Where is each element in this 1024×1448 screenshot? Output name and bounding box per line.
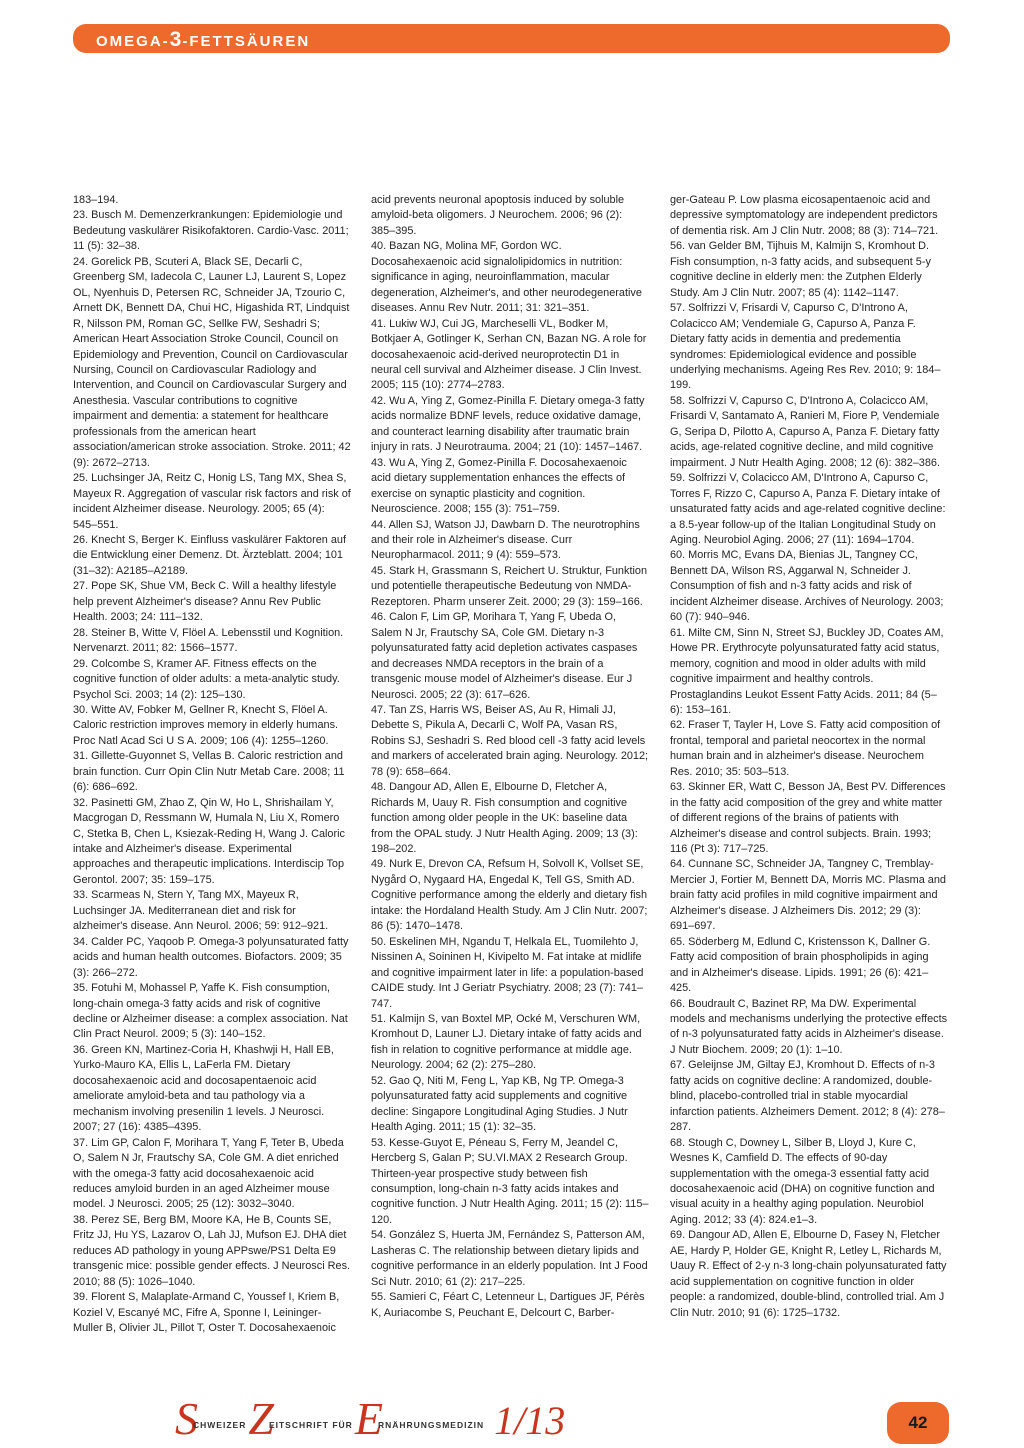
reference-entry: 65. Söderberg M, Edlund C, Kristensson K, Dallner G. Fatty acid composition of brain phospholipids in aging and in Alzheimer's disease. Lipids. 1991; 26 (6): 421–425. — [670, 935, 931, 995]
reference-entry: 26. Knecht S, Berger K. Einfluss vaskulärer Faktoren auf die Entwicklung einer Demenz. Dt. Ärzteblatt. 2004; 101 (31–32): A2185–A2189. — [73, 533, 347, 577]
reference-entry: 25. Luchsinger JA, Reitz C, Honig LS, Tang MX, Shea S, Mayeux R. Aggregation of vascular risk factors and risk of incident Alzheimer disease. Neurology. 2005; 65 (4): 545–551. — [73, 472, 351, 531]
reference-entry: 53. Kesse-Guyot E, Péneau S, Ferry M, Jeandel C, Hercberg S, Galan P; SU.VI.MAX 2 Research Group. Thirteen-year prospective study between fish consumption, long-chain n-3 fatty acids intakes and cognitive function. J Nutr Health Aging. 2011; 15 (2): 115–120. — [371, 1136, 649, 1226]
reference-entry: 67. Geleijnse JM, Giltay EJ, Kromhout D. Effects of n-3 fatty acids on cognitive decline: A randomized, double-blind, placebo-controlled trial in stable myocardial infarction patients. Alzheimers Dement. 2012; 8 (4): 278–287. — [670, 1059, 945, 1134]
reference-entry: 41. Lukiw WJ, Cui JG, Marcheselli VL, Bodker M, Botkjaer A, Gotlinger K, Serhan CN, Bazan NG. A role for docosahexaenoic acid-derived neuroprotectin D1 in neural cell survival and Alzheimer disease. J Clin Invest. 2005; 115 (10): 2774–2783. — [371, 317, 647, 392]
reference-column-3 — [670, 193, 948, 1321]
journal-logo — [175, 1393, 575, 1446]
issue-number: 1/13 — [494, 1398, 566, 1443]
reference-entry: 68. Stough C, Downey L, Silber B, Lloyd J, Kure C, Wesnes K, Camfield D. The effects of 90-day supplementation with the omega-3 essential fatty acid docosahexaenoic acid (DHA) on cognitive function and visual acuity in a healthy aging population. Neurobiol Aging. 2012; 33 (4): 824.e1–3. — [670, 1136, 935, 1226]
reference-entry: 52. Gao Q, Niti M, Feng L, Yap KB, Ng TP. Omega-3 polyunsaturated fatty acid supplements and cognitive decline: Singapore Longitudinal Aging Studies. J Nutr Health Aging. 2011; 15 (1): 32–35. — [371, 1074, 628, 1134]
reference-entry: 50. Eskelinen MH, Ngandu T, Helkala EL, Tuomilehto J, Nissinen A, Soininen H, Kivipelto M. Fat intake at midlife and cognitive impairment later in life: a population-based CAIDE study. Int J Geriatr Psychiatry. 2008; 23 (7): 741–747. — [371, 935, 644, 1010]
section-title-pre: OMEGA- — [96, 33, 170, 50]
reference-entry: 29. Colcombe S, Kramer AF. Fitness effects on the cognitive function of older adults: a meta-analytic study. Psychol Sci. 2003; 14 (2): 125–130. — [73, 657, 340, 701]
reference-entry: 47. Tan ZS, Harris WS, Beiser AS, Au R, Himali JJ, Debette S, Pikula A, Decarli C, Wolf PA, Vasan RS, Robins SJ, Seshadri S. Red blood cell -3 fatty acid levels and markers of accelerated brain aging. Neurology. 2012; 78 (9): 658–664. — [371, 703, 649, 778]
reference-entry: ger-Gateau P. Low plasma eicosapentaenoic acid and depressive symptomatology are independent predictors of dementia risk. Am J Clin Nutr. 2008; 88 (3): 714–721. — [670, 194, 939, 237]
logo-word-schweizer: CHWEIZER — [193, 1420, 247, 1430]
section-title — [96, 28, 311, 51]
reference-entry: 43. Wu A, Ying Z, Gomez-Pinilla F. Docosahexaenoic acid dietary supplementation enhances the effects of exercise on synaptic plasticity and cognition. Neuroscience. 2008; 155 (3): 751–759. — [371, 456, 627, 516]
reference-entry: 58. Solfrizzi V, Capurso C, D'Introno A, Colacicco AM, Frisardi V, Santamato A, Ranieri M, Fiore P, Vendemiale G, Seripa D, Pilotto A, Capurso A, Panza F. Dietary fatty acids, age-related cognitive decline, and mild cognitive impairment. J Nutr Health Aging. 2008; 12 (6): 382–386. — [670, 394, 941, 469]
reference-entry: 34. Calder PC, Yaqoob P. Omega-3 polyunsaturated fatty acids and human health outcomes. Biofactors. 2009; 35 (3): 266–272. — [73, 935, 349, 979]
logo-letter-e: E — [354, 1393, 383, 1444]
reference-entry: acid prevents neuronal apoptosis induced by soluble amyloid-beta oligomers. J Neurochem. 2006; 96 (2): 385–395. — [371, 194, 625, 237]
reference-entry: 28. Steiner B, Witte V, Flöel A. Lebensstil und Kognition. Nervenarzt. 2011; 82: 1566–1577. — [73, 626, 344, 655]
reference-entry: 35. Fotuhi M, Mohassel P, Yaffe K. Fish consumption, long-chain omega-3 fatty acids and risk of cognitive decline or Alzheimer disease: a complex association. Nat Clin Pract Neurol. 2009; 5 (3): 140–152. — [73, 982, 348, 1041]
reference-entry: 23. Busch M. Demenzerkrankungen: Epidemiologie und Bedeutung vaskulärer Risikofaktoren. Cardio-Vasc. 2011; 11 (5): 32–38. — [73, 209, 349, 253]
reference-entry: 31. Gillette-Guyonnet S, Vellas B. Caloric restriction and brain function. Curr Opin Clin Nutr Metab Care. 2008; 11 (6): 686–692. — [73, 750, 345, 794]
reference-entry: 183–194. — [73, 194, 119, 206]
reference-entry: 56. van Gelder BM, Tijhuis M, Kalmijn S, Kromhout D. Fish consumption, n-3 fatty acids, and subsequent 5-y cognitive decline in elderly men: the Zutphen Elderly Study. Am J Clin Nutr. 2007; 85 (4): 1142–1147. — [670, 240, 931, 299]
reference-entry: 44. Allen SJ, Watson JJ, Dawbarn D. The neurotrophins and their role in Alzheimer's disease. Curr Neuropharmacol. 2011; 9 (4): 559–573. — [371, 518, 640, 562]
reference-entry: 61. Milte CM, Sinn N, Street SJ, Buckley JD, Coates AM, Howe PR. Erythrocyte polyunsaturated fatty acid status, memory, cognition and mood in older adults with mild cognitive impairment and healthy controls. Prostaglandins Leukot Essent Fatty Acids. 2011; 84 (5–6): 153–161. — [670, 626, 944, 716]
reference-entry: 66. Boudrault C, Bazinet RP, Ma DW. Experimental models and mechanisms underlying the protective effects of n-3 polyunsaturated fatty acids in Alzheimer's disease. J Nutr Biochem. 2009; 20 (1): 1–10. — [670, 997, 948, 1056]
logo-letter-z: Z — [248, 1393, 274, 1444]
reference-entry: 49. Nurk E, Drevon CA, Refsum H, Solvoll K, Vollset SE, Nygård O, Nygaard HA, Engedal K, Tell GS, Smith AD. Cognitive performance among the elderly and dietary fish intake: the Hordaland Health Study. Am J Clin Nutr. 2007; 86 (5): 1470–1478. — [371, 858, 648, 933]
reference-entry: 45. Stark H, Grassmann S, Reichert U. Struktur, Funktion und potentielle therapeutische Bedeutung von NMDA-Rezeptoren. Pharm unserer Zeit. 2000; 29 (3): 159–166. — [371, 564, 647, 608]
page-number: 42 — [887, 1402, 949, 1444]
reference-entry: 69. Dangour AD, Allen E, Elbourne D, Fasey N, Fletcher AE, Hardy P, Holder GE, Knight R, Letley L, Richards M, Uauy R. Effect of 2-y n-3 long-chain polyunsaturated fatty acid supplementation on cognitive function in older people: a randomized, double-blind, controlled trial. Am J Clin Nutr. 2010; 91 (6): 1725–1732. — [670, 1229, 947, 1319]
reference-entry: 27. Pope SK, Shue VM, Beck C. Will a healthy lifestyle help prevent Alzheimer's disease? Annu Rev Public Health. 2003; 24: 111–132. — [73, 580, 337, 624]
reference-entry: 24. Gorelick PB, Scuteri A, Black SE, Decarli C, Greenberg SM, Iadecola C, Launer LJ, Laurent S, Lopez OL, Nyenhuis D, Petersen RC, Schneider JA, Tzourio C, Arnett DK, Bennett DA, Chui HC, Higashida RT, Lindquist R, Nilsson PM, Roman GC, Sellke FW, Seshadri S; American Heart Association Stroke Council, Council on Epidemiology and Prevention, Council on Cardiovascular Nursing, Council on Cardiovascular Radiology and Intervention, and Council on Cardiovascular Surgery and Anesthesia. Vascular contributions to cognitive impairment and dementia: a statement for healthcare professionals from the american heart association/american stroke association. Stroke. 2011; 42 (9): 2672–2713. — [73, 255, 351, 469]
reference-entry: 42. Wu A, Ying Z, Gomez-Pinilla F. Dietary omega-3 fatty acids normalize BDNF levels, reduce oxidative damage, and counteract learning disability after traumatic brain injury in rats. J Neurotrauma. 2004; 21 (10): 1457–1467. — [371, 394, 645, 454]
reference-entry: 51. Kalmijn S, van Boxtel MP, Ocké M, Verschuren WM, Kromhout D, Launer LJ. Dietary intake of fatty acids and fish in relation to cognitive performance at middle age. Neurology. 2004; 62 (2): 275–280. — [371, 1013, 642, 1072]
logo-letter-s: S — [175, 1393, 198, 1444]
reference-entry: 30. Witte AV, Fobker M, Gellner R, Knecht S, Flöel A. Caloric restriction improves memory in elderly humans. Proc Natl Acad Sci U S A. 2009; 106 (4): 1255–1260. — [73, 703, 339, 747]
reference-entry: 36. Green KN, Martinez-Coria H, Khashwji H, Hall EB, Yurko-Mauro KA, Ellis L, LaFerla FM. Dietary docosahexaenoic acid and docosapentaenoic acid ameliorate amyloid-beta and tau pathology via a mechanism involving presenilin 1 levels. J Neurosci. 2007; 27 (16): 4385–4395. — [73, 1043, 334, 1134]
reference-entry: 33. Scarmeas N, Stern Y, Tang MX, Mayeux R, Luchsinger JA. Mediterranean diet and risk for alzheimer's disease. Ann Neurol. 2006; 59: 912–921. — [73, 889, 329, 933]
reference-entry: 38. Perez SE, Berg BM, Moore KA, He B, Counts SE, Fritz JJ, Hu YS, Lazarov O, Lah JJ, Mufson EJ. DHA diet reduces AD pathology in young APPswe/PS1 Delta E9 transgenic mice: possible gender effects. J Neurosci Res. 2010; 88 (5): 1026–1040. — [73, 1213, 351, 1288]
logo-word-zeitschrift: EITSCHRIFT FÜR — [268, 1420, 353, 1430]
reference-entry: 37. Lim GP, Calon F, Morihara T, Yang F, Teter B, Ubeda O, Salem N Jr, Frautschy SA, Cole GM. A diet enriched with the omega-3 fatty acid docosahexaenoic acid reduces amyloid burden in an aged Alzheimer mouse model. J Neurosci. 2005; 25 (12): 3032–3040. — [73, 1136, 344, 1211]
reference-entry: 63. Skinner ER, Watt C, Besson JA, Best PV. Differences in the fatty acid composition of the grey and white matter of different regions of the brains of patients with Alzheimer's disease and control subjects. Brain. 1993; 116 (Pt 3): 717–725. — [670, 781, 946, 856]
reference-entry: 48. Dangour AD, Allen E, Elbourne D, Fletcher A, Richards M, Uauy R. Fish consumption and cognitive function among older people in the UK: baseline data from the OPAL study. J Nutr Health Aging. 2009; 13 (3): 198–202. — [371, 781, 638, 856]
reference-entry: 62. Fraser T, Tayler H, Love S. Fatty acid composition of frontal, temporal and parietal neocortex in the normal human brain and in alzheimer's disease. Neurochem Res. 2010; 35: 503–513. — [670, 719, 941, 778]
section-title-number: 3 — [169, 28, 183, 51]
reference-entry: 64. Cunnane SC, Schneider JA, Tangney C, Tremblay-Mercier J, Fortier M, Bennett DA, Morris MC. Plasma and brain fatty acid profiles in mild cognitive impairment and Alzheimer's disease. J Alzheimers Dis. 2012; 29 (3): 691–697. — [670, 858, 946, 933]
reference-entry: 32. Pasinetti GM, Zhao Z, Qin W, Ho L, Shrishailam Y, Macgrogan D, Ressmann W, Humala N, Liu X, Romero C, Stetka B, Chen L, Ksiezak-Reding H, Wang J. Caloric intake and Alzheimer's disease. Experimental approaches and therapeutic implications. Interdiscip Top Gerontol. 2007; 35: 159–175. — [73, 796, 345, 886]
reference-entry: 57. Solfrizzi V, Frisardi V, Capurso C, D'Introno A, Colacicco AM; Vendemiale G, Capurso A, Panza F. Dietary fatty acids in dementia and predementia syndromes: Epidemiological evidence and possible underlying mechanisms. Ageing Res Rev. 2010; 9: 184–199. — [670, 302, 941, 392]
reference-entry: 59. Solfrizzi V, Colacicco AM, D'Introno A, Capurso C, Torres F, Rizzo C, Capurso A, Panza F. Dietary intake of unsaturated fatty acids and age-related cognitive decline: a 8.5-year follow-up of the Italian Longitudinal Study on Aging. Neurobiol Aging. 2006; 27 (11): 1694–1704. — [670, 472, 946, 546]
logo-word-ernaehrungsmedizin: RNÄHRUNGSMEDIZIN — [377, 1420, 485, 1430]
reference-entry: 54. González S, Huerta JM, Fernández S, Patterson AM, Lasheras C. The relationship between dietary lipids and cognitive performance in an elderly population. Int J Food Sci Nutr. 2010; 61 (2): 217–225. — [371, 1229, 648, 1288]
reference-entry: 40. Bazan NG, Molina MF, Gordon WC. Docosahexaenoic acid signalolipidomics in nutrition: significance in aging, neuroinflammation, macular degeneration, Alzheimer's, and other neurodegenerative diseases. Annu Rev Nutr. 2011; 31: 321–351. — [371, 240, 642, 315]
reference-column-2 — [371, 193, 649, 1321]
section-title-post: -FETTSÄUREN — [182, 33, 311, 50]
reference-entry: 46. Calon F, Lim GP, Morihara T, Yang F, Ubeda O, Salem N Jr, Frautschy SA, Cole GM. Dietary n-3 polyunsaturated fatty acid depletion activates caspases and decreases NMDA receptors in the brain of a transgenic mouse model of Alzheimer's disease. Eur J Neurosci. 2005; 22 (3): 617–626. — [371, 611, 638, 701]
reference-entry: 39. Florent S, Malaplate-Armand C, Youssef I, Kriem B, Koziel V, Escanyé MC, Fifre A, Sponne I, Leininger-Muller B, Olivier JL, Pillot T, Oster T. Docosahexaenoic — [73, 1291, 340, 1335]
reference-entry: 60. Morris MC, Evans DA, Bienias JL, Tangney CC, Bennett DA, Wilson RS, Aggarwal N, Schneider J. Consumption of fish and n-3 fatty acids and risk of incident Alzheimer disease. Archives of Neurology. 2003; 60 (7): 940–946. — [670, 549, 944, 624]
reference-column-1 — [73, 193, 351, 1337]
reference-entry: 55. Samieri C, Féart C, Letenneur L, Dartigues JF, Pérès K, Auriacombe S, Peuchant E, Delcourt C, Barber- — [371, 1291, 645, 1319]
